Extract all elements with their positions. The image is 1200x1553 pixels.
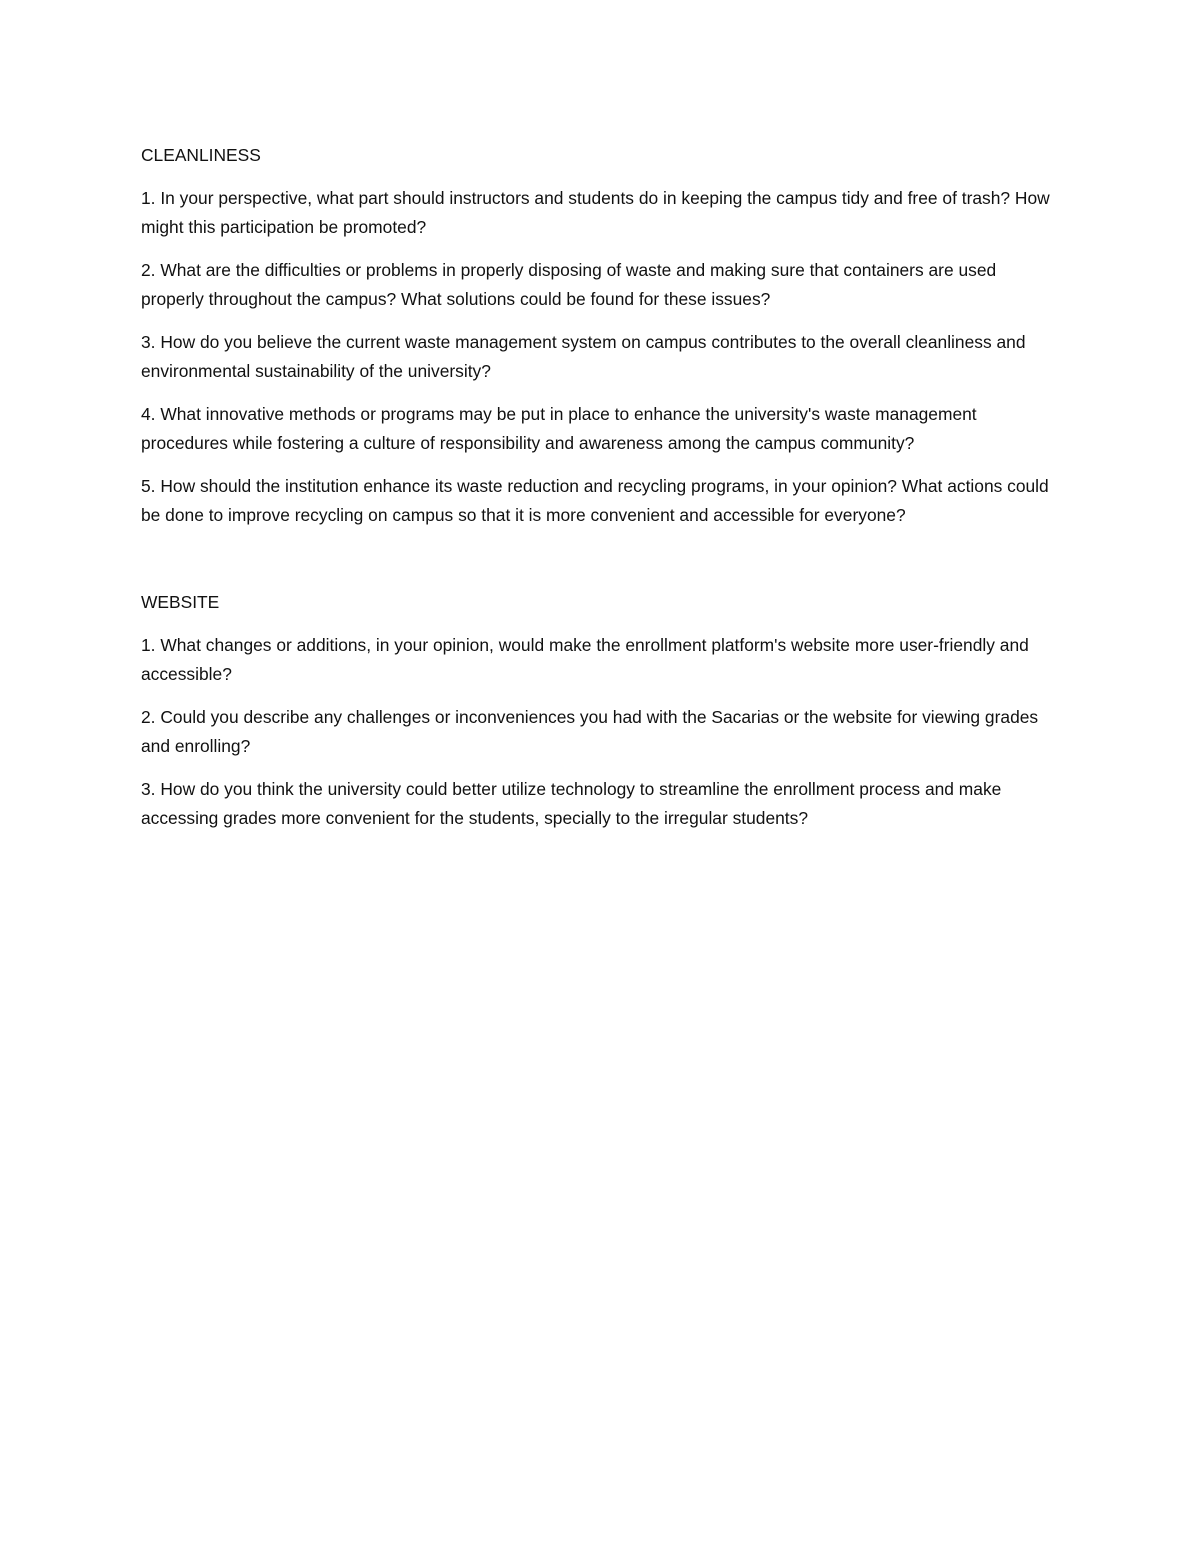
question-item: 5. How should the institution enhance its waste reduction and recycling programs, in your opinion? What actions could be done to improve recycling on campus so that it is more convenient and accessible for everyone? [141,476,1049,525]
section-cleanliness [141,141,1059,530]
section-website [141,588,1059,833]
section-heading: WEBSITE [141,592,220,612]
question-item: 4. What innovative methods or programs may be put in place to enhance the university's waste management procedures while fostering a culture of responsibility and awareness among the campus community? [141,404,977,453]
question-item: 3. How do you believe the current waste management system on campus contributes to the overall cleanliness and environmental sustainability of the university? [141,332,1026,381]
question-item: 3. How do you think the university could better utilize technology to streamline the enrollment process and make accessing grades more convenient for the students, specially to the irregular students? [141,779,1002,828]
document-body [141,141,1059,847]
question-item: 1. What changes or additions, in your opinion, would make the enrollment platform's website more user-friendly and accessible? [141,635,1029,684]
section-heading: CLEANLINESS [141,145,261,165]
question-item: 2. Could you describe any challenges or inconveniences you had with the Sacarias or the website for viewing grades and enrolling? [141,707,1039,756]
section-spacer [141,544,1059,588]
question-item: 2. What are the difficulties or problems in properly disposing of waste and making sure that containers are used properly throughout the campus? What solutions could be found for these issues? [141,260,997,309]
question-item: 1. In your perspective, what part should instructors and students do in keeping the campus tidy and free of trash? How might this participation be promoted? [141,188,1050,237]
